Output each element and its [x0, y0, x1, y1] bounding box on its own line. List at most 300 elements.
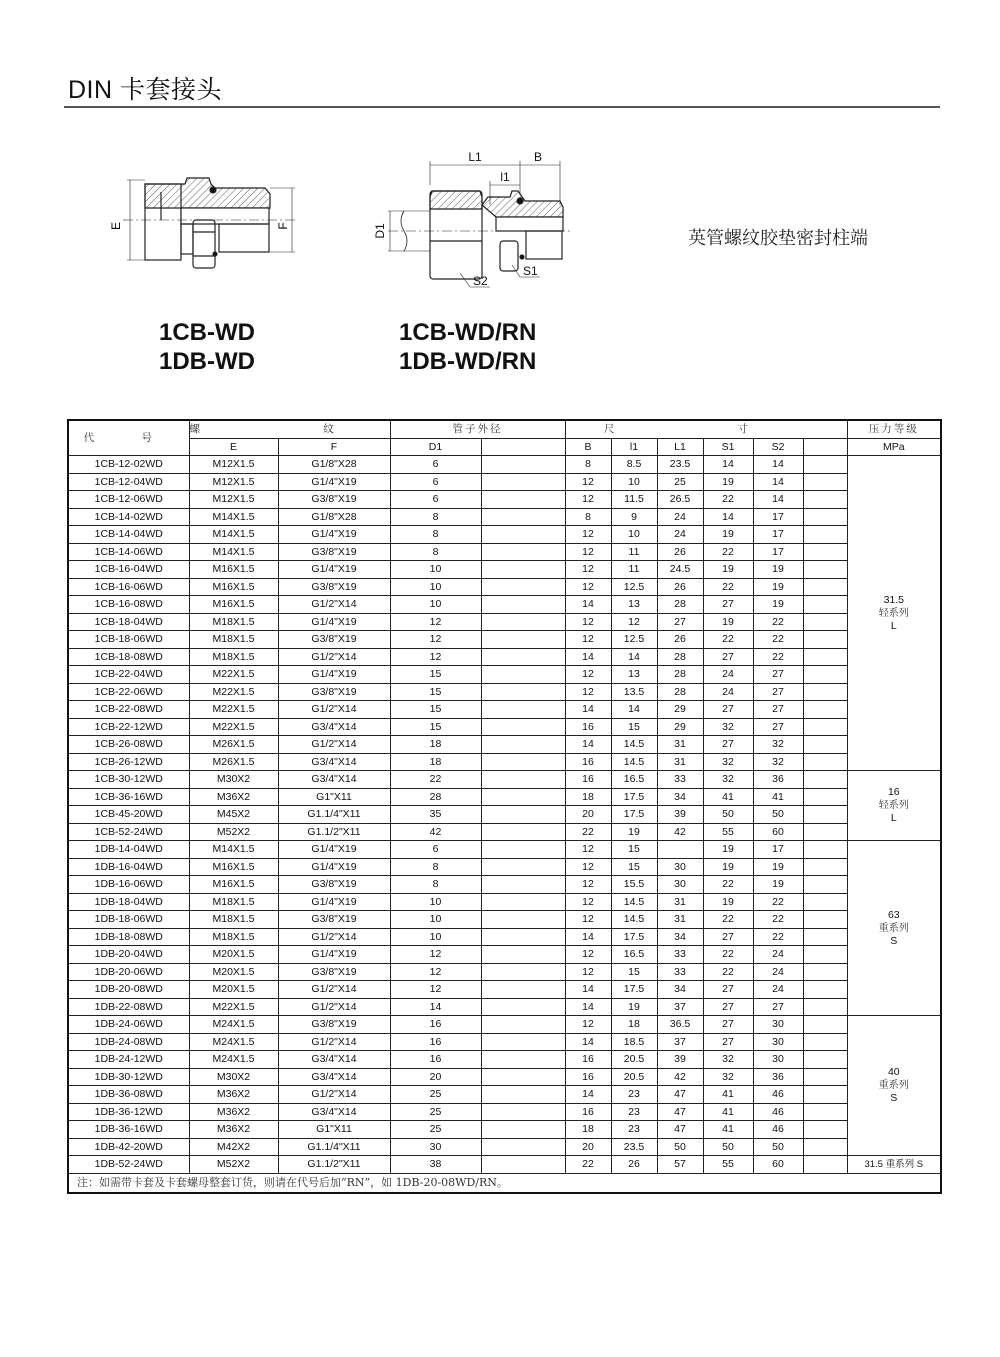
- cell-s2: 19: [753, 876, 803, 894]
- cell-code: 1DB-22-08WD: [68, 998, 189, 1016]
- blank-cell: [803, 1138, 847, 1156]
- table-row: [68, 911, 941, 929]
- cell-s2: 22: [753, 928, 803, 946]
- cell-d1: 15: [390, 683, 481, 701]
- cell-l1: 27: [657, 613, 703, 631]
- cell-s1: 55: [703, 823, 753, 841]
- cell-d1: 8: [390, 526, 481, 544]
- cell-f: G1/2"X14: [278, 928, 390, 946]
- cell-code: 1CB-18-08WD: [68, 648, 189, 666]
- cell-e: M36X2: [189, 1103, 278, 1121]
- blank-cell: [481, 526, 565, 544]
- table-row: [68, 666, 941, 684]
- cell-code: 1CB-16-08WD: [68, 596, 189, 614]
- cell-d1: 6: [390, 841, 481, 859]
- blank-cell: [481, 998, 565, 1016]
- cell-code: 1DB-36-08WD: [68, 1086, 189, 1104]
- dim-label-e: E: [109, 221, 123, 231]
- cell-d1: 6: [390, 456, 481, 474]
- cell-f: G1/4"X19: [278, 893, 390, 911]
- cell-l1: 42: [657, 823, 703, 841]
- cell-code: 1CB-30-12WD: [68, 771, 189, 789]
- cell-s2: 17: [753, 508, 803, 526]
- table-row: [68, 981, 941, 999]
- cell-f: G3/8"X19: [278, 578, 390, 596]
- blank-cell: [803, 543, 847, 561]
- blank-cell: [803, 841, 847, 859]
- cell-b: 12: [565, 491, 611, 509]
- cell-s2: 32: [753, 736, 803, 754]
- cell-b: 22: [565, 1156, 611, 1174]
- cell-f: G1/4"X19: [278, 841, 390, 859]
- cell-l1: [657, 841, 703, 859]
- header-d1: D1: [390, 438, 481, 456]
- cell-s1: 24: [703, 666, 753, 684]
- table-row: [68, 683, 941, 701]
- cell-code: 1CB-12-02WD: [68, 456, 189, 474]
- cell-f: G1"X11: [278, 788, 390, 806]
- cell-i1: 17.5: [611, 981, 657, 999]
- cell-d1: 10: [390, 893, 481, 911]
- blank-cell: [803, 1068, 847, 1086]
- dim-label-b: B: [533, 150, 543, 164]
- cell-s1: 22: [703, 491, 753, 509]
- blank-cell: [481, 788, 565, 806]
- cell-code: 1CB-12-04WD: [68, 473, 189, 491]
- cell-d1: 38: [390, 1156, 481, 1174]
- table-row: [68, 718, 941, 736]
- table-row: [68, 963, 941, 981]
- cell-l1: 26: [657, 631, 703, 649]
- cell-f: G1/4"X19: [278, 666, 390, 684]
- cell-s1: 22: [703, 963, 753, 981]
- pressure-letter: L: [890, 619, 897, 632]
- table-row: [68, 1086, 941, 1104]
- model-code: 1CB-WD/RN: [399, 319, 537, 346]
- cell-d1: 6: [390, 473, 481, 491]
- cell-s2: 32: [753, 753, 803, 771]
- cell-s1: 50: [703, 1138, 753, 1156]
- cell-e: M18X1.5: [189, 631, 278, 649]
- cell-e: M36X2: [189, 1086, 278, 1104]
- cell-e: M22X1.5: [189, 683, 278, 701]
- cell-i1: 20.5: [611, 1051, 657, 1069]
- cell-s2: 24: [753, 981, 803, 999]
- cell-f: G1/2"X14: [278, 981, 390, 999]
- cell-e: M18X1.5: [189, 893, 278, 911]
- cell-e: M12X1.5: [189, 456, 278, 474]
- cell-e: M52X2: [189, 1156, 278, 1174]
- table-row: [68, 1068, 941, 1086]
- pressure-rating: [847, 456, 941, 771]
- table-row: [68, 858, 941, 876]
- cell-s1: 22: [703, 631, 753, 649]
- pressure-inline: 31.5 重系列 S: [864, 1158, 924, 1170]
- cell-e: M18X1.5: [189, 911, 278, 929]
- cell-d1: 10: [390, 596, 481, 614]
- cell-l1: 28: [657, 596, 703, 614]
- cell-f: G3/8"X19: [278, 683, 390, 701]
- fitting-drawing-wd: [109, 168, 305, 288]
- blank-cell: [803, 613, 847, 631]
- cell-code: 1CB-14-04WD: [68, 526, 189, 544]
- cell-d1: 12: [390, 963, 481, 981]
- blank-cell: [481, 473, 565, 491]
- cell-b: 16: [565, 1103, 611, 1121]
- cell-i1: 17.5: [611, 928, 657, 946]
- blank-cell: [481, 753, 565, 771]
- pressure-rating: [847, 771, 941, 841]
- cell-s1: 50: [703, 806, 753, 824]
- cell-i1: 10: [611, 526, 657, 544]
- table-row: [68, 1138, 941, 1156]
- blank-cell: [481, 946, 565, 964]
- cell-e: M14X1.5: [189, 841, 278, 859]
- header-pressure: 压力等级: [847, 420, 941, 438]
- blank-cell: [481, 1086, 565, 1104]
- cell-f: G3/8"X19: [278, 631, 390, 649]
- cell-s1: 14: [703, 456, 753, 474]
- cell-d1: 42: [390, 823, 481, 841]
- cell-i1: 26: [611, 1156, 657, 1174]
- table-row: [68, 771, 941, 789]
- cell-code: 1DB-14-04WD: [68, 841, 189, 859]
- cell-i1: 23.5: [611, 1138, 657, 1156]
- cell-code: 1DB-18-08WD: [68, 928, 189, 946]
- cell-code: 1DB-24-06WD: [68, 1016, 189, 1034]
- cell-s1: 32: [703, 1068, 753, 1086]
- table-row: [68, 543, 941, 561]
- cell-e: M16X1.5: [189, 596, 278, 614]
- cell-code: 1CB-22-04WD: [68, 666, 189, 684]
- cell-i1: 18.5: [611, 1033, 657, 1051]
- cell-i1: 11.5: [611, 491, 657, 509]
- table-row: [68, 841, 941, 859]
- cell-code: 1DB-16-04WD: [68, 858, 189, 876]
- cell-i1: 20.5: [611, 1068, 657, 1086]
- cell-code: 1DB-24-12WD: [68, 1051, 189, 1069]
- cell-e: M30X2: [189, 1068, 278, 1086]
- cell-d1: 16: [390, 1051, 481, 1069]
- cell-s1: 41: [703, 1086, 753, 1104]
- cell-b: 12: [565, 526, 611, 544]
- cell-code: 1CB-22-06WD: [68, 683, 189, 701]
- cell-s2: 27: [753, 701, 803, 719]
- cell-f: G1/4"X19: [278, 613, 390, 631]
- blank-cell: [803, 858, 847, 876]
- cell-b: 12: [565, 841, 611, 859]
- cell-l1: 37: [657, 998, 703, 1016]
- cell-d1: 8: [390, 858, 481, 876]
- pressure-series: 轻系列: [878, 607, 909, 619]
- cell-b: 14: [565, 736, 611, 754]
- cell-s1: 32: [703, 718, 753, 736]
- blank-cell: [803, 806, 847, 824]
- cell-l1: 57: [657, 1156, 703, 1174]
- cell-s2: 24: [753, 963, 803, 981]
- cell-l1: 25: [657, 473, 703, 491]
- cell-s2: 46: [753, 1121, 803, 1139]
- cell-s1: 27: [703, 928, 753, 946]
- cell-e: M24X1.5: [189, 1033, 278, 1051]
- blank-cell: [481, 683, 565, 701]
- table-row: [68, 928, 941, 946]
- cell-i1: 11: [611, 561, 657, 579]
- blank-cell: [803, 561, 847, 579]
- header-row-top: [68, 420, 941, 438]
- cell-f: G1/4"X19: [278, 526, 390, 544]
- table-row: [68, 561, 941, 579]
- blank-cell: [803, 718, 847, 736]
- cell-e: M12X1.5: [189, 473, 278, 491]
- cell-i1: 13.5: [611, 683, 657, 701]
- cell-b: 14: [565, 596, 611, 614]
- dim-label-d1: D1: [373, 223, 387, 239]
- cell-s2: 14: [753, 456, 803, 474]
- cell-i1: 14.5: [611, 911, 657, 929]
- model-code: 1DB-WD/RN: [399, 348, 537, 375]
- cell-s1: 19: [703, 613, 753, 631]
- cell-f: G1.1/4"X11: [278, 1138, 390, 1156]
- cell-b: 12: [565, 963, 611, 981]
- blank-cell: [481, 1033, 565, 1051]
- dim-label-l1-small: l1: [500, 170, 510, 184]
- cell-b: 12: [565, 911, 611, 929]
- cell-f: G1/4"X19: [278, 858, 390, 876]
- pressure-series: 重系列: [878, 922, 909, 934]
- cell-d1: 8: [390, 508, 481, 526]
- cell-d1: 28: [390, 788, 481, 806]
- blank-cell: [803, 526, 847, 544]
- cell-i1: 12.5: [611, 578, 657, 596]
- cell-code: 1DB-20-08WD: [68, 981, 189, 999]
- cell-code: 1CB-26-12WD: [68, 753, 189, 771]
- cell-i1: 16.5: [611, 946, 657, 964]
- pressure-series: 重系列: [878, 1080, 909, 1091]
- cell-f: G1/4"X19: [278, 473, 390, 491]
- cell-b: 14: [565, 1033, 611, 1051]
- cell-b: 8: [565, 508, 611, 526]
- cell-s2: 41: [753, 788, 803, 806]
- cell-i1: 15: [611, 841, 657, 859]
- cell-b: 14: [565, 981, 611, 999]
- cell-s2: 22: [753, 893, 803, 911]
- cell-s1: 32: [703, 1051, 753, 1069]
- cell-code: 1CB-16-06WD: [68, 578, 189, 596]
- cell-b: 14: [565, 648, 611, 666]
- cell-d1: 25: [390, 1103, 481, 1121]
- cell-s2: 22: [753, 631, 803, 649]
- pressure-series: 轻系列: [878, 800, 909, 811]
- cell-code: 1DB-16-06WD: [68, 876, 189, 894]
- blank-cell: [481, 543, 565, 561]
- cell-s2: 19: [753, 561, 803, 579]
- cell-code: 1CB-14-06WD: [68, 543, 189, 561]
- cell-i1: 14: [611, 701, 657, 719]
- cell-b: 12: [565, 666, 611, 684]
- cell-b: 12: [565, 946, 611, 964]
- table-row: [68, 648, 941, 666]
- blank-cell: [803, 963, 847, 981]
- cell-e: M18X1.5: [189, 928, 278, 946]
- blank-cell: [481, 701, 565, 719]
- cell-i1: 18: [611, 1016, 657, 1034]
- header-l1-small: l1: [611, 438, 657, 456]
- cell-b: 12: [565, 613, 611, 631]
- cell-b: 14: [565, 998, 611, 1016]
- header-b: B: [565, 438, 611, 456]
- header-blank: [481, 438, 565, 456]
- blank-cell: [803, 631, 847, 649]
- blank-cell: [481, 981, 565, 999]
- cell-s2: 50: [753, 1138, 803, 1156]
- cell-code: 1CB-12-06WD: [68, 491, 189, 509]
- cell-code: 1CB-14-02WD: [68, 508, 189, 526]
- cell-d1: 10: [390, 911, 481, 929]
- cell-s2: 17: [753, 543, 803, 561]
- blank-cell: [803, 1016, 847, 1034]
- cell-f: G3/4"X14: [278, 718, 390, 736]
- cell-d1: 16: [390, 1016, 481, 1034]
- cell-s1: 27: [703, 998, 753, 1016]
- cell-code: 1CB-45-20WD: [68, 806, 189, 824]
- cell-s1: 27: [703, 1033, 753, 1051]
- header-thread: 螺 纹: [189, 420, 390, 438]
- blank-cell: [803, 491, 847, 509]
- table-row: [68, 473, 941, 491]
- blank-cell: [803, 683, 847, 701]
- cell-l1: 28: [657, 666, 703, 684]
- cell-d1: 10: [390, 561, 481, 579]
- cell-f: G3/4"X14: [278, 771, 390, 789]
- blank-cell: [803, 928, 847, 946]
- cell-l1: 31: [657, 753, 703, 771]
- cell-f: G1/2"X14: [278, 1033, 390, 1051]
- blank-cell: [803, 893, 847, 911]
- title-divider: [64, 106, 940, 108]
- blank-cell: [481, 456, 565, 474]
- cell-l1: 34: [657, 788, 703, 806]
- cell-l1: 33: [657, 946, 703, 964]
- table-row: [68, 596, 941, 614]
- cell-b: 16: [565, 753, 611, 771]
- table-row: [68, 876, 941, 894]
- cell-s1: 19: [703, 561, 753, 579]
- header-dimensions: 尺 寸: [565, 420, 847, 438]
- cell-e: M22X1.5: [189, 998, 278, 1016]
- cell-s2: 19: [753, 596, 803, 614]
- pressure-value: 63: [887, 908, 900, 921]
- cell-code: 1DB-24-08WD: [68, 1033, 189, 1051]
- page-title: DIN 卡套接头: [68, 76, 223, 104]
- cell-e: M45X2: [189, 806, 278, 824]
- header-row-sub: [68, 438, 941, 456]
- cell-i1: 12.5: [611, 631, 657, 649]
- cell-l1: 26.5: [657, 491, 703, 509]
- header-blank: [803, 438, 847, 456]
- cell-b: 12: [565, 876, 611, 894]
- header-f: F: [278, 438, 390, 456]
- cell-f: G3/8"X19: [278, 491, 390, 509]
- pressure-value: 16: [887, 786, 900, 798]
- blank-cell: [803, 753, 847, 771]
- cell-s1: 41: [703, 1121, 753, 1139]
- cell-code: 1CB-18-04WD: [68, 613, 189, 631]
- blank-cell: [481, 858, 565, 876]
- blank-cell: [481, 841, 565, 859]
- cell-b: 18: [565, 788, 611, 806]
- cell-b: 12: [565, 561, 611, 579]
- cell-d1: 12: [390, 946, 481, 964]
- cell-s2: 46: [753, 1086, 803, 1104]
- cell-s2: 60: [753, 1156, 803, 1174]
- cell-e: M24X1.5: [189, 1016, 278, 1034]
- cell-e: M24X1.5: [189, 1051, 278, 1069]
- cell-i1: 12: [611, 613, 657, 631]
- blank-cell: [481, 648, 565, 666]
- cell-l1: 47: [657, 1121, 703, 1139]
- cell-s2: 30: [753, 1051, 803, 1069]
- cell-e: M22X1.5: [189, 701, 278, 719]
- cell-f: G1/8"X28: [278, 508, 390, 526]
- cell-s1: 41: [703, 1103, 753, 1121]
- cell-s1: 14: [703, 508, 753, 526]
- cell-e: M36X2: [189, 788, 278, 806]
- cell-s2: 27: [753, 998, 803, 1016]
- model-code: 1CB-WD: [159, 319, 255, 346]
- cell-d1: 35: [390, 806, 481, 824]
- cell-l1: 28: [657, 648, 703, 666]
- cell-e: M16X1.5: [189, 876, 278, 894]
- cell-f: G3/4"X14: [278, 753, 390, 771]
- note-row: [68, 1173, 941, 1193]
- cell-d1: 18: [390, 753, 481, 771]
- blank-cell: [481, 1138, 565, 1156]
- cell-l1: 34: [657, 928, 703, 946]
- blank-cell: [481, 1051, 565, 1069]
- blank-cell: [481, 718, 565, 736]
- blank-cell: [481, 1016, 565, 1034]
- cell-s2: 22: [753, 911, 803, 929]
- pressure-letter: L: [890, 812, 897, 824]
- cell-b: 22: [565, 823, 611, 841]
- cell-code: 1CB-16-04WD: [68, 561, 189, 579]
- cell-i1: 15: [611, 718, 657, 736]
- blank-cell: [481, 893, 565, 911]
- cell-e: M16X1.5: [189, 578, 278, 596]
- header-l1: L1: [657, 438, 703, 456]
- cell-code: 1DB-30-12WD: [68, 1068, 189, 1086]
- cell-e: M14X1.5: [189, 526, 278, 544]
- spec-table: [67, 419, 942, 1194]
- table-row: [68, 456, 941, 474]
- cell-f: G1/4"X19: [278, 946, 390, 964]
- cell-l1: 31: [657, 893, 703, 911]
- cell-f: G1/8"X28: [278, 456, 390, 474]
- blank-cell: [803, 788, 847, 806]
- cell-b: 12: [565, 473, 611, 491]
- cell-i1: 9: [611, 508, 657, 526]
- model-code: 1DB-WD: [159, 348, 255, 375]
- model-codes-left: [159, 318, 255, 376]
- cell-i1: 10: [611, 473, 657, 491]
- cell-s2: 14: [753, 491, 803, 509]
- cell-code: 1DB-52-24WD: [68, 1156, 189, 1174]
- cell-l1: 36.5: [657, 1016, 703, 1034]
- cell-e: M18X1.5: [189, 613, 278, 631]
- cell-s2: 17: [753, 841, 803, 859]
- cell-s1: 41: [703, 788, 753, 806]
